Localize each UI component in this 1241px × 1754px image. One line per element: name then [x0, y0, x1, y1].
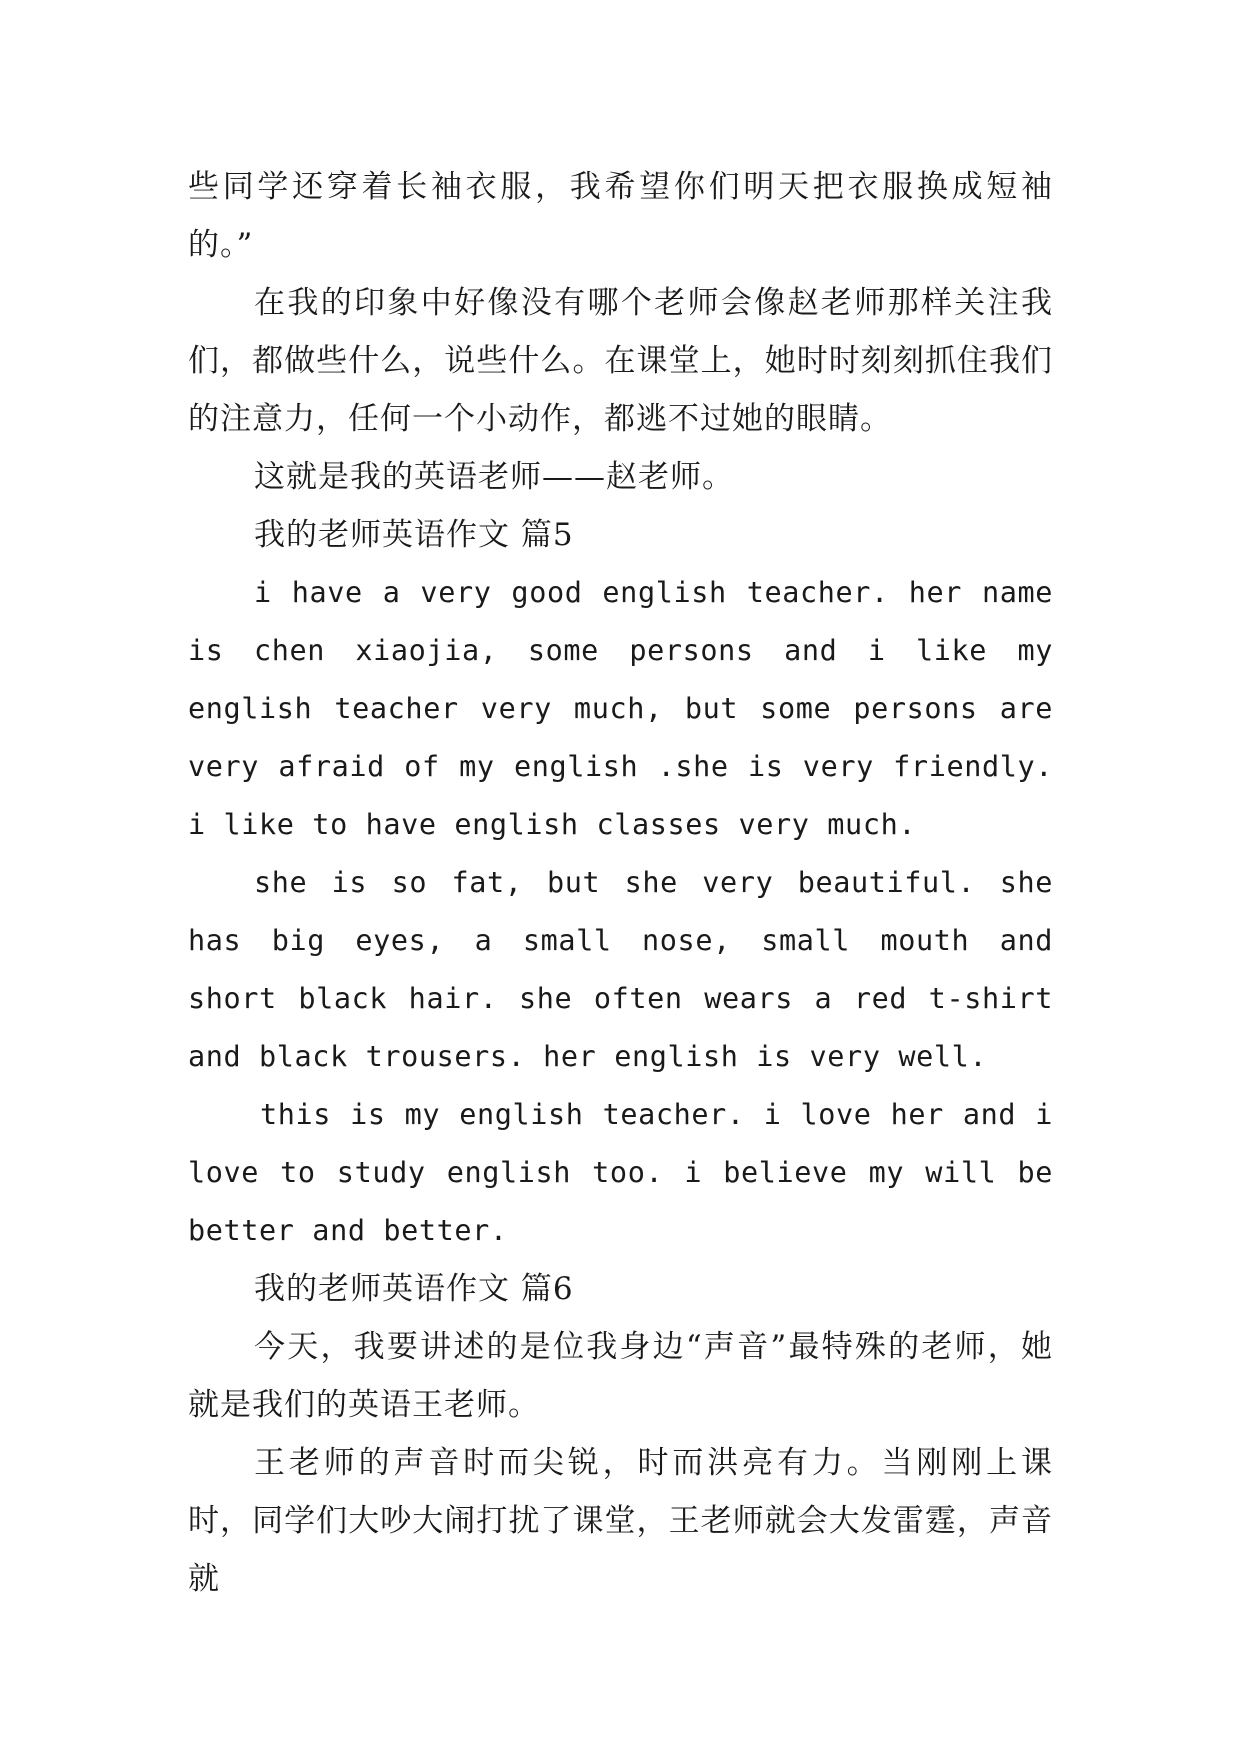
paragraph-wang-voice: 王老师的声音时而尖锐，时而洪亮有力。当刚刚上课时，同学们大吵大闹打扰了课堂，王老师就会大发雷霆，声音就 — [188, 1445, 1053, 1597]
paragraph-conclusion: 这就是我的英语老师——赵老师。 — [254, 459, 734, 495]
document-body — [188, 158, 1053, 1608]
section-heading-6: 我的老师英语作文 篇6 — [254, 1271, 574, 1307]
section-heading-5: 我的老师英语作文 篇5 — [254, 517, 574, 553]
paragraph-impression: 在我的印象中好像没有哪个老师会像赵老师那样关注我们，都做些什么，说些什么。在课堂上，她时时刻刻抓住我们的注意力，任何一个小动作，都逃不过她的眼睛。 — [188, 285, 1053, 437]
paragraph-continuation: 些同学还穿着长袖衣服，我希望你们明天把衣服换成短袖的。” — [188, 169, 1053, 263]
english-paragraph-1: i have a very good english teacher. her name is chen xiaojia, some persons and i like my english teacher very much, but some persons are very afraid of my english .she is very friendly. i like to have english classes very much. — [188, 576, 1053, 841]
english-paragraph-3: this is my english teacher. i love her and i love to study english too. i believe my will be better and better. — [188, 1098, 1053, 1247]
english-paragraph-2: she is so fat, but she very beautiful. she has big eyes, a small nose, small mouth and short black hair. she often wears a red t-shirt and black trousers. her english is very well. — [188, 866, 1053, 1073]
paragraph-wang-intro: 今天，我要讲述的是位我身边“声音”最特殊的老师，她就是我们的英语王老师。 — [188, 1329, 1053, 1423]
